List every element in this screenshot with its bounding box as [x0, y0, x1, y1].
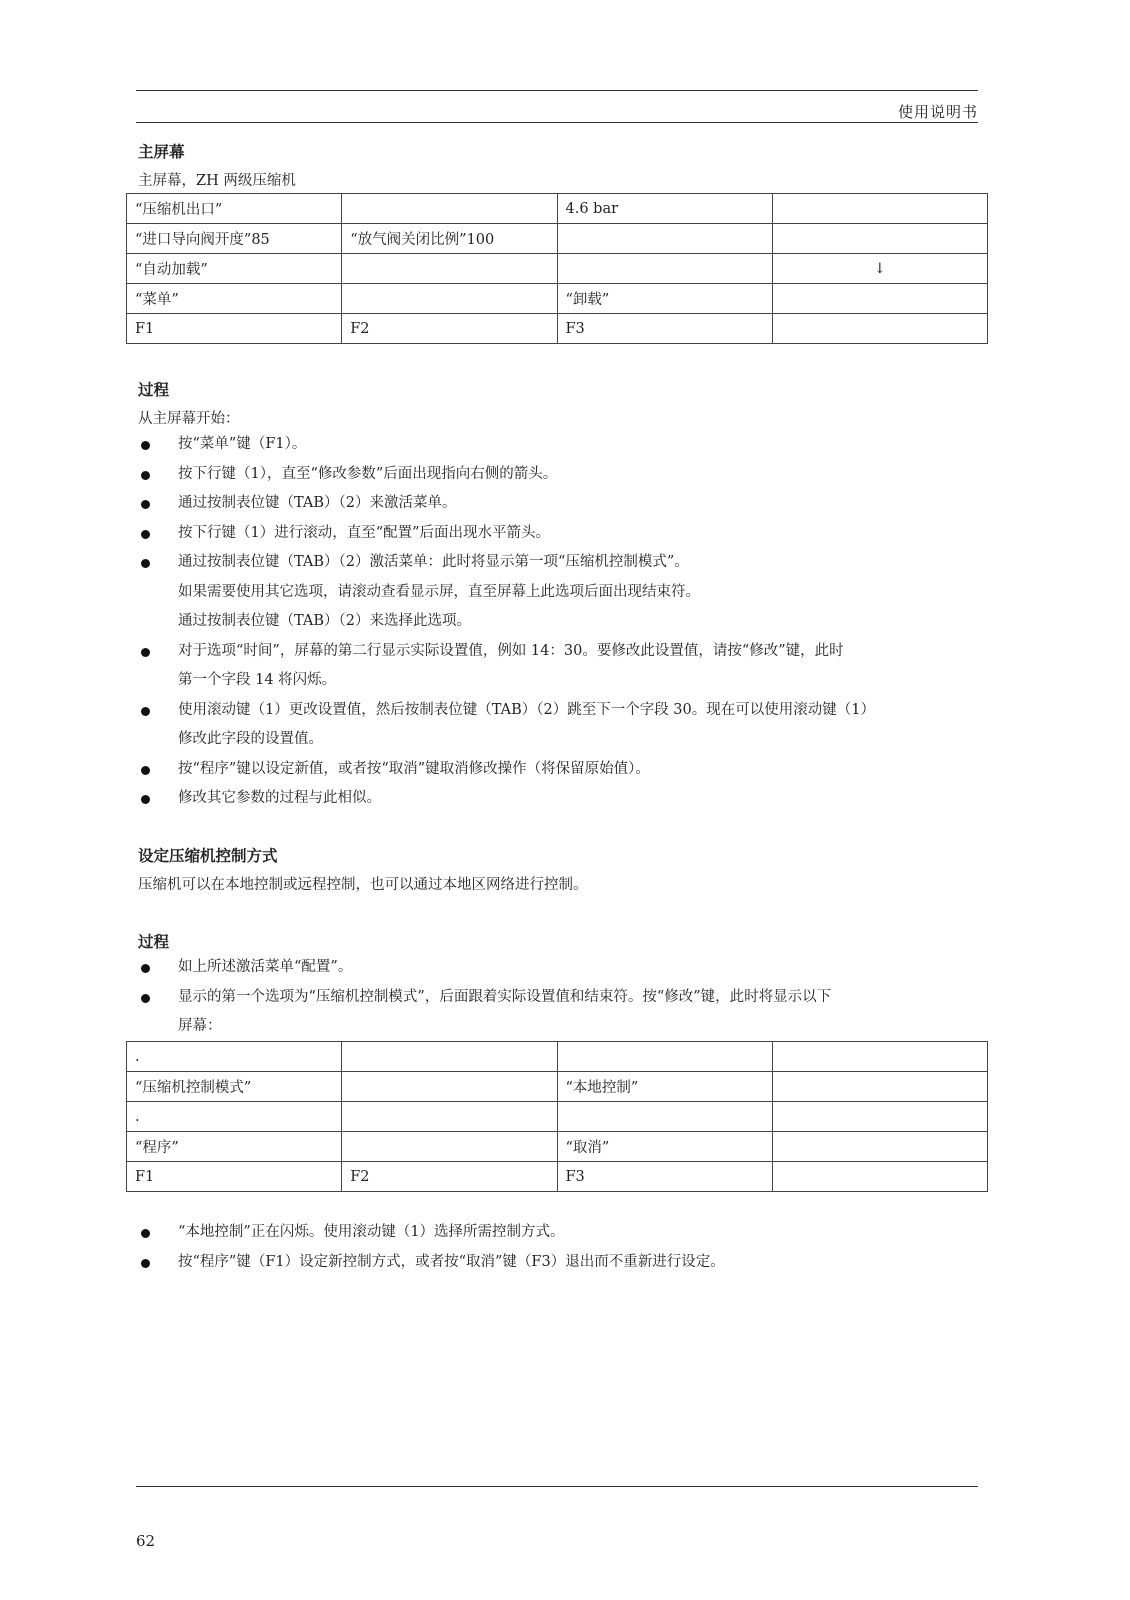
list-item-text: 修改此字段的设置值。 [178, 731, 323, 747]
list-item-text: 如果需要使用其它选项，请滚动查看显示屏，直至屏幕上此选项后面出现结束符。 [178, 583, 700, 600]
footer-rule [136, 1486, 978, 1487]
list-item-text: 使用滚动键（1）更改设置值，然后按制表位键（TAB）（2）跳至下一个字段 30。现在可以使用滚动键（1） [178, 701, 875, 718]
list-item-text: 通过按制表位键（TAB）（2）激活菜单：此时将显示第一项“压缩机控制模式”。 [178, 554, 689, 570]
page-number: 62 [136, 1532, 156, 1550]
table-cell: “放气阀关闭比例”100 [342, 224, 557, 254]
table-row [127, 1132, 988, 1162]
table-cell [342, 194, 557, 224]
list-item [138, 519, 978, 549]
procedure2-heading: 过程 [138, 933, 170, 951]
bullet-icon [141, 795, 150, 804]
table-cell: “取消” [557, 1132, 772, 1162]
list-item [138, 637, 978, 696]
list-item-text: 按下行键（1），直至“修改参数”后面出现指向右侧的箭头。 [178, 465, 558, 482]
table-cell: F1 [127, 1162, 342, 1192]
list-item [138, 696, 978, 755]
table-cell: “压缩机控制模式” [127, 1072, 342, 1102]
bullet-icon [141, 1259, 150, 1268]
bullet-icon [141, 766, 150, 775]
list-item-text: 通过按制表位键（TAB）（2）来选择此选项。 [178, 613, 471, 629]
table-cell: 4.6 bar [557, 194, 772, 224]
control-screen-table [126, 1041, 988, 1192]
table-cell [772, 1102, 987, 1132]
list-item-text: 显示的第一个选项为“压缩机控制模式”，后面跟着实际设置值和结束符。按“修改”键，此时将显示以下 [178, 988, 832, 1005]
table-row [127, 1102, 988, 1132]
bullet-icon [141, 1229, 150, 1238]
list-item-text: 第一个字段 14 将闪烁。 [178, 672, 337, 688]
table-row [127, 1162, 988, 1192]
list-item [138, 1248, 978, 1278]
table-cell: “压缩机出口” [127, 194, 342, 224]
bullet-icon [141, 994, 150, 1003]
procedure1-intro: 从主屏幕开始： [138, 411, 240, 427]
procedure1-heading: 过程 [138, 381, 170, 399]
list-item-text: 如上所述激活菜单“配置”。 [178, 959, 353, 975]
list-item-text: 按“程序”键（F1）设定新控制方式，或者按“取消”键（F3）退出而不重新进行设定。 [178, 1253, 725, 1270]
list-item-text: 按“程序”键以设定新值，或者按“取消”键取消修改操作（将保留原始值）。 [178, 760, 650, 777]
table-cell [772, 1162, 987, 1192]
table-cell [342, 1042, 557, 1072]
main-screen-heading-block [138, 140, 185, 162]
table-cell [342, 254, 557, 284]
table-cell: F2 [342, 1162, 557, 1192]
list-item [138, 983, 978, 1042]
main-screen-subtitle: 主屏幕，ZH 两级压缩机 [138, 173, 296, 189]
bullet-icon [141, 500, 150, 509]
procedure2-heading-block [138, 930, 169, 952]
table-cell: F1 [127, 314, 342, 344]
bullet-icon [141, 559, 150, 568]
list-item [138, 784, 978, 814]
list-item-text: 按“菜单”键（F1）。 [178, 436, 307, 452]
table-cell [557, 1102, 772, 1132]
table-cell: “程序” [127, 1132, 342, 1162]
table-cell [772, 224, 987, 254]
list-item-text: 通过按制表位键（TAB）（2）来激活菜单。 [178, 495, 457, 511]
list-item [138, 755, 978, 785]
procedure1-intro-block [138, 407, 240, 428]
table-row [127, 1042, 988, 1072]
header-top-rule [136, 90, 978, 91]
list-item [138, 548, 978, 637]
table-row [127, 254, 988, 284]
bullet-icon [141, 648, 150, 657]
table-cell: . [127, 1042, 342, 1072]
table-cell [772, 1132, 987, 1162]
table-cell: ↓ [772, 254, 987, 284]
table-cell [772, 314, 987, 344]
table-cell [342, 1132, 557, 1162]
list-item [138, 489, 978, 519]
list-item [138, 1218, 978, 1248]
control-mode-heading: 设定压缩机控制方式 [138, 847, 278, 865]
procedure1-list [138, 430, 978, 814]
bullet-icon [141, 707, 150, 716]
table-cell: F3 [557, 1162, 772, 1192]
list-item [138, 430, 978, 460]
table-cell: “菜单” [127, 284, 342, 314]
list-item [138, 953, 978, 983]
list-item-text: 对于选项“时间”，屏幕的第二行显示实际设置值，例如 14：30。要修改此设置值，请按“修改”键，此时 [178, 642, 844, 659]
procedure3-list [138, 1218, 978, 1277]
bullet-icon [141, 471, 150, 480]
list-item-text: “本地控制”正在闪烁。使用滚动键（1）选择所需控制方式。 [178, 1224, 565, 1240]
table-cell [557, 224, 772, 254]
table-cell [342, 284, 557, 314]
table-cell: F2 [342, 314, 557, 344]
main-screen-table [126, 193, 988, 344]
main-screen-subtitle-block [138, 169, 296, 190]
bullet-icon [141, 964, 150, 973]
table-row [127, 314, 988, 344]
table-cell [772, 1072, 987, 1102]
table-cell [342, 1072, 557, 1102]
control-mode-text: 压缩机可以在本地控制或远程控制，也可以通过本地区网络进行控制。 [138, 877, 588, 893]
table-cell: “进口导向阀开度”85 [127, 224, 342, 254]
list-item-text: 按下行键（1）进行滚动，直至“配置”后面出现水平箭头。 [178, 524, 551, 541]
table-row [127, 224, 988, 254]
table-cell: . [127, 1102, 342, 1132]
control-mode-text-block [138, 873, 588, 894]
list-item-text: 屏幕： [178, 1018, 222, 1034]
header-title: 使用说明书 [897, 103, 978, 121]
table-cell [772, 1042, 987, 1072]
table-cell: “自动加载” [127, 254, 342, 284]
control-mode-heading-block [138, 844, 278, 866]
bullet-icon [141, 530, 150, 539]
table-cell [772, 194, 987, 224]
table-cell: “卸载” [557, 284, 772, 314]
table-row [127, 1072, 988, 1102]
table-row [127, 194, 988, 224]
procedure2-list [138, 953, 978, 1042]
table-cell [557, 1042, 772, 1072]
table-cell [342, 1102, 557, 1132]
table-cell: F3 [557, 314, 772, 344]
procedure1-heading-block [138, 378, 169, 400]
list-item [138, 460, 978, 490]
bullet-icon [141, 441, 150, 450]
header-bottom-rule [136, 122, 978, 123]
table-cell [557, 254, 772, 284]
main-screen-heading: 主屏幕 [138, 143, 185, 161]
table-cell [772, 284, 987, 314]
table-cell: “本地控制” [557, 1072, 772, 1102]
list-item-text: 修改其它参数的过程与此相似。 [178, 790, 381, 806]
table-row [127, 284, 988, 314]
